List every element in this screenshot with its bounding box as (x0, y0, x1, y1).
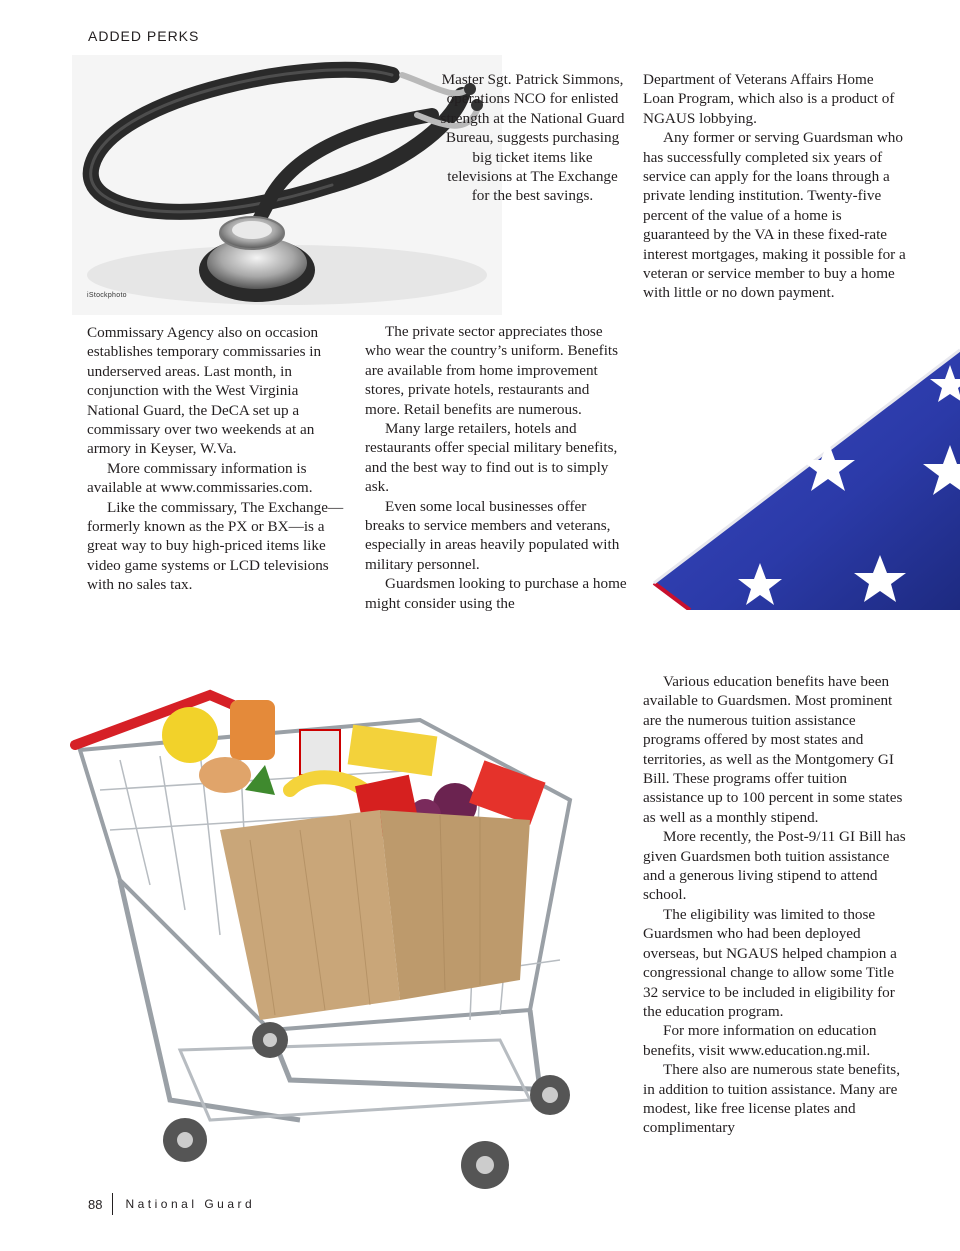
paragraph: Many large retailers, hotels and restaurants offer special military benefits, and the best way to find out is to simply ask. (365, 420, 618, 496)
paragraph: Commissary Agency also on occasion establishes temporary commissaries in underserved areas. Last month, in conjunction with the West Virginia National Guard, the DeCA set up a commissary over two weekends at an armory in Keyser, W.Va. (87, 324, 322, 458)
paragraph: Guardsmen looking to purchase a home might consider using the (365, 575, 627, 612)
column-d (643, 672, 908, 1138)
column-c (643, 70, 908, 303)
paragraph: Even some local businesses offer breaks to service members and veterans, especially in areas heavily populated with military personnel. (365, 497, 620, 573)
paragraph: Department of Veterans Affairs Home Loan Program, which also is a product of NGAUS lobbying. (643, 71, 895, 127)
column-top-center (440, 70, 625, 206)
stethoscope-photo (72, 55, 502, 315)
paragraph: Various education benefits have been available to Guardsmen. Most prominent are the numerous tuition assistance programs offered by most states and territories, as well as the Montgomery GI Bill. These programs offer tuition assistance up to 100 percent in some states as well as a monthly stipend. (643, 673, 903, 826)
photo-credit: iStockphoto (87, 292, 127, 299)
paragraph: The eligibility was limited to those Guardsmen who had been deployed overseas, but NGAUS helped champion a congressional change to allow some Title 32 service to be included in eligibility for the education program. (643, 905, 897, 1020)
paragraph: The private sector appreciates those who wear the country’s uniform. Benefits are available from home improvement stores, private hotels, restaurants and more. Retail benefits are numerous. (365, 323, 619, 418)
shopping-cart-groceries-photo (60, 680, 600, 1200)
footer-divider (112, 1193, 113, 1215)
paragraph: Any former or serving Guardsman who has successfully completed six years of service can apply for the loans through a private lending institution. Twenty-five percent of the value of a home is guaranteed by the VA in these fixed-rate interest mortgages, making it possible for a veteran or service member to buy a home with little or no down payment. (643, 129, 906, 302)
section-label: ADDED PERKS (88, 28, 200, 44)
paragraph: For more information on education benefits, visit www.education.ng.mil. (643, 1022, 877, 1059)
magazine-title: National Guard (125, 1197, 256, 1211)
column-b (365, 322, 627, 613)
paragraph: Like the commissary, The Exchange—formerly known as the PX or BX—is a great way to buy high-priced items like video game systems or LCD televisions with no sales tax. (87, 498, 344, 594)
folded-american-flag-photo (650, 345, 960, 610)
page-number: 88 (88, 1196, 103, 1212)
paragraph: More recently, the Post-9/11 GI Bill has given Guardsmen both tuition assistance and a generous living stipend to attend school. (643, 828, 906, 904)
column-a (87, 323, 345, 595)
paragraph: More commissary information is available at www.commissaries.com. (87, 459, 313, 497)
paragraph: Master Sgt. Patrick Simmons, operations NCO for enlisted strength at the National Guard Bureau, suggests purchasing big ticket items like televisions at The Exchange for the best savings. (440, 71, 625, 205)
paragraph: There also are numerous state benefits, in addition to tuition assistance. Many are modest, like free license plates and complimentary (643, 1061, 901, 1137)
page-footer (88, 1193, 255, 1215)
